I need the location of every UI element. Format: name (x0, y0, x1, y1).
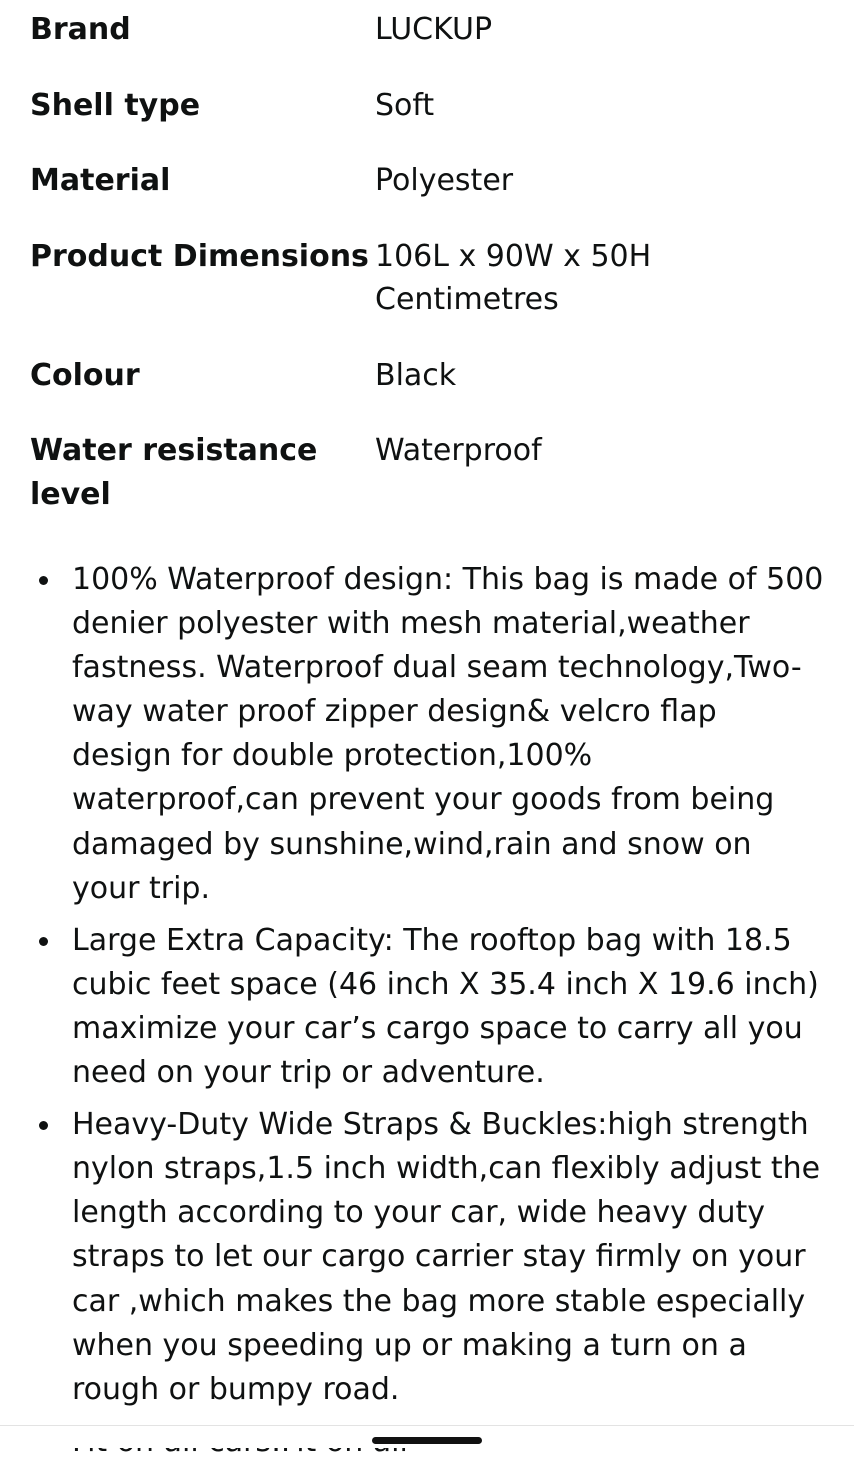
product-details-page (0, 8, 854, 1448)
table-row (30, 8, 824, 84)
spec-value-water-resistance-level: Waterproof (375, 433, 542, 468)
table-row (30, 159, 824, 235)
feature-bullet-list (30, 558, 824, 1464)
table-row (30, 354, 824, 430)
spec-value-brand: LUCKUP (375, 12, 493, 47)
bottom-system-bar (0, 1425, 854, 1448)
spec-key-product-dimensions: Product Dimensions (30, 238, 369, 274)
table-row (30, 429, 824, 548)
spec-value-product-dimensions: 106L x 90W x 50H Centimetres (375, 238, 652, 317)
spec-key-colour: Colour (30, 357, 140, 393)
spec-value-shell-type: Soft (375, 87, 435, 123)
spec-value-colour: Black (375, 357, 457, 393)
spec-key-brand: Brand (30, 12, 131, 47)
spec-value-material: Polyester (375, 163, 514, 198)
spec-key-material: Material (30, 163, 171, 198)
home-indicator[interactable] (372, 1437, 482, 1444)
list-item: Large Extra Capacity: The rooftop bag with 18.5 cubic feet space (46 inch X 35.4 inch X 19.6 inch) maximize your car’s cargo space to carry all you need on your trip or adventure. (30, 919, 824, 1095)
table-row (30, 84, 824, 160)
spec-key-water-resistance-level: Water resistance level (30, 433, 318, 512)
spec-key-shell-type: Shell type (30, 87, 201, 123)
list-item: Heavy-Duty Wide Straps & Buckles:high strength nylon straps,1.5 inch width,can flexibly adjust the length according to your car, wide heavy duty straps to let our cargo carrier stay firmly on your car ,which makes the bag more stable especially when you speeding up or making a turn on a rough or bumpy road. (30, 1103, 824, 1412)
product-specification-table (30, 8, 824, 548)
list-item: 100% Waterproof design: This bag is made of 500 denier polyester with mesh material,weather fastness. Waterproof dual seam technology,Two-way water proof zipper design& velcro flap design for double protection,100% waterproof,can prevent your goods from being damaged by sunshine,wind,rain and snow on your trip. (30, 558, 824, 911)
table-row (30, 235, 824, 354)
